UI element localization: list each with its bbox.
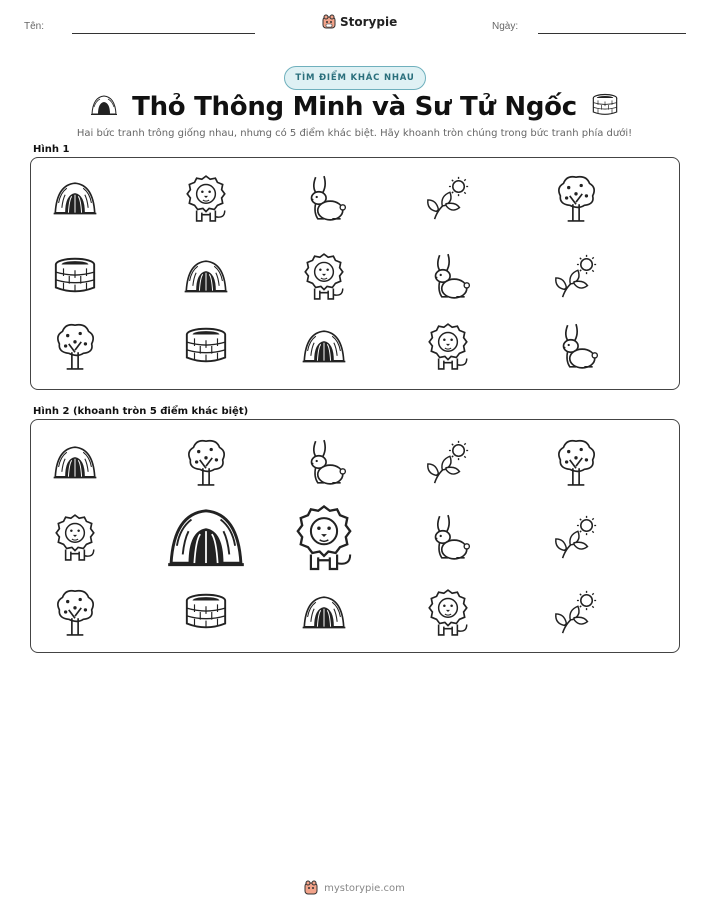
sun-plant-icon[interactable] — [553, 587, 599, 637]
rabbit-icon[interactable] — [425, 251, 471, 301]
lion-icon[interactable] — [425, 587, 471, 637]
lion-icon[interactable] — [183, 173, 229, 223]
footer — [0, 880, 709, 896]
instructions: Hai bức tranh trông giống nhau, nhưng có 5 điểm khác biệt. Hãy khoanh tròn chúng trong bức tranh phía dưới! — [76, 128, 633, 139]
tree-icon[interactable] — [553, 437, 599, 487]
date-label: Ngày: — [492, 21, 519, 32]
page-title: Thỏ Thông Minh và Sư Tử Ngốc — [132, 92, 577, 122]
sun-plant-icon[interactable] — [425, 173, 471, 223]
tree-icon[interactable] — [183, 437, 229, 487]
lion-icon[interactable] — [425, 321, 471, 371]
rabbit-icon[interactable] — [553, 321, 599, 371]
cave-icon[interactable] — [52, 173, 98, 223]
tree-icon[interactable] — [52, 587, 98, 637]
storypie-logo-icon — [322, 14, 336, 30]
cave-icon — [90, 94, 118, 120]
brand-name: Storypie — [340, 15, 398, 29]
brand-logo — [322, 14, 397, 30]
tree-icon[interactable] — [52, 321, 98, 371]
cave-icon[interactable] — [183, 251, 229, 301]
sun-plant-icon[interactable] — [553, 512, 599, 562]
cave-icon[interactable] — [165, 505, 247, 569]
picture2-panel — [30, 419, 680, 653]
title-row — [0, 92, 709, 122]
well-icon — [591, 93, 619, 121]
well-icon[interactable] — [52, 251, 98, 301]
picture2-label: Hình 2 (khoanh tròn 5 điểm khác biệt) — [33, 406, 249, 417]
storypie-logo-icon — [304, 880, 318, 896]
well-icon[interactable] — [183, 321, 229, 371]
rabbit-icon[interactable] — [301, 437, 347, 487]
date-line[interactable] — [538, 33, 686, 34]
lion-icon[interactable] — [301, 251, 347, 301]
lion-icon[interactable] — [292, 502, 356, 572]
rabbit-icon[interactable] — [301, 173, 347, 223]
picture1-panel — [30, 157, 680, 390]
well-icon[interactable] — [183, 587, 229, 637]
activity-badge: TÌM ĐIỂM KHÁC NHAU — [284, 66, 426, 90]
picture1-label: Hình 1 — [33, 144, 70, 155]
sun-plant-icon[interactable] — [425, 437, 471, 487]
lion-icon[interactable] — [52, 512, 98, 562]
cave-icon[interactable] — [301, 321, 347, 371]
footer-url[interactable]: mystorypie.com — [324, 882, 405, 894]
cave-icon[interactable] — [52, 437, 98, 487]
rabbit-icon[interactable] — [425, 512, 471, 562]
tree-icon[interactable] — [553, 173, 599, 223]
name-line[interactable] — [72, 33, 255, 34]
sun-plant-icon[interactable] — [553, 251, 599, 301]
cave-icon[interactable] — [301, 587, 347, 637]
name-label: Tên: — [24, 21, 45, 32]
